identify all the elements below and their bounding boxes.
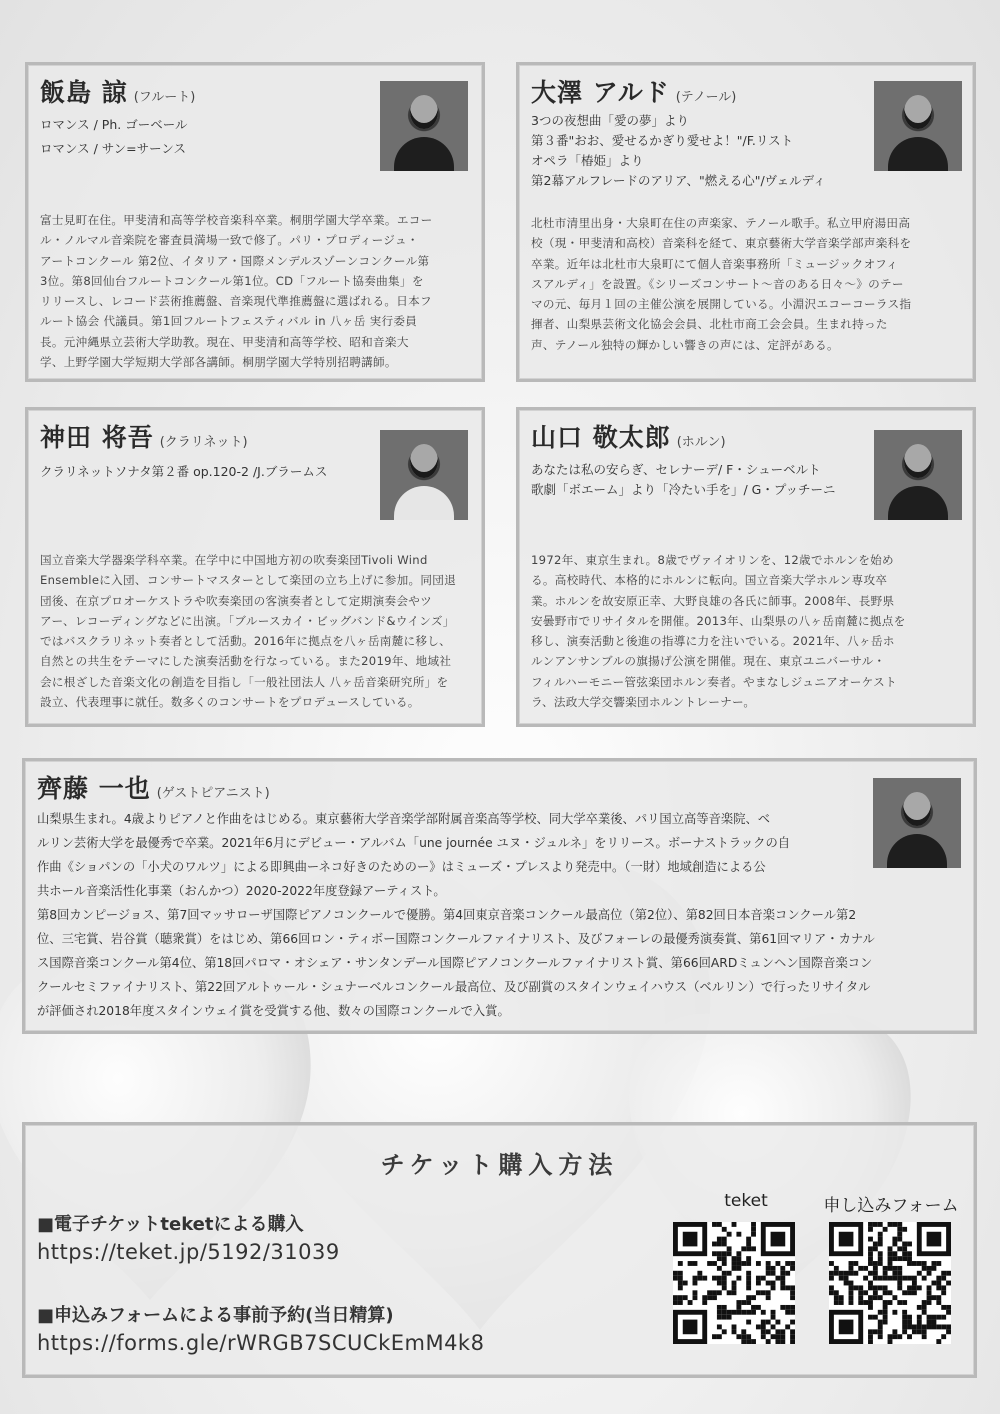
program-line: オペラ「椿姫」より (531, 153, 644, 168)
qr-label-form: 申し込みフォーム (823, 1196, 959, 1216)
program-line: クラリネットソナタ第２番 op.120-2 /J.ブラームス (40, 464, 328, 479)
program-line: 第３番"おお、愛せるかぎり愛せよ！"/F.リスト (531, 133, 794, 148)
performer-photo (874, 81, 962, 171)
guest-card (22, 758, 977, 1034)
performer-name: 飯島 諒 (40, 78, 128, 107)
ticket-card (22, 1122, 977, 1378)
performer-instrument: (フルート) (133, 90, 196, 105)
performer-card-flute (25, 62, 485, 382)
performer-instrument: (テノール) (675, 90, 737, 105)
program-line: あなたは私の安らぎ、セレナーデ/ F・シューベルト (531, 462, 821, 477)
qr-code-form-icon[interactable] (829, 1222, 951, 1344)
guest-name: 齊藤 一也 (37, 774, 151, 803)
performer-photo (380, 81, 468, 171)
guest-photo (873, 778, 961, 868)
performer-instrument: (ホルン) (676, 435, 726, 450)
performer-card-horn (516, 407, 976, 727)
performer-name: 大澤 アルド (531, 78, 670, 107)
program-line: 歌劇「ボエーム」より「冷たい手を」/ G・プッチーニ (531, 482, 836, 497)
program-line: ロマンス / Ph. ゴーベール (40, 117, 188, 132)
performer-name: 神田 将吾 (40, 423, 154, 452)
performer-bio: 北杜市清里出身・大泉町在住の声楽家、テノール歌手。私立甲府湯田高 校（現・甲斐清和高校）音楽科を経て、東京藝術大学音楽学部声楽科を 卒業。近年は北杜市大泉町にて個人音楽事務所「ミュージックオフィ スアルディ」を設置。《シリーズコンサート～音のある日々～》のテー マの元、毎月１回の主催公演を展開している。小淵沢エコーコーラス指 揮者、山梨県芸術文化協会会員、北杜市商工会会員。生まれ持った 声、テノール独特の輝かしい響きの声には、定評がある。 (531, 216, 912, 352)
guest-instrument: (ゲストピアニスト) (156, 786, 270, 801)
form-url-link[interactable]: https://forms.gle/rWRGB7SCUCkEmM4k8 (37, 1331, 485, 1355)
performer-heading (40, 418, 248, 454)
performer-photo (380, 430, 468, 520)
program-line: 3つの夜想曲「愛の夢」より (531, 113, 689, 128)
performer-bio: 国立音楽大学器楽学科卒業。在学中に中国地方初の吹奏楽団Tivoli Wind Ensembleに入団、コンサートマスターとして楽団の立ち上げに参加。同団退 団後、在京プロオーケストラや吹奏楽団の客演奏者として定期演奏会やツ アー、レコーディングなどに出演。「ブルースカイ・ビッグバンド&ウインズ」 ではバスクラリネット奏者として活動。2016年に拠点を八ヶ岳南麓に移し、 自然との共生をテーマにした演奏活動を行なっている。また2019年、地域社 会に根ざした音楽文化の創造を目指し「一般社団法人 八ヶ岳音楽研究所」を 設立、代表理事に就任。数多くのコンサートをプロデュースしている。 (40, 553, 457, 710)
program-line: 第2幕アルフレードのアリア、"燃える心"/ヴェルディ (531, 173, 826, 188)
performer-instrument: (クラリネット) (159, 435, 248, 450)
performer-heading (531, 73, 736, 109)
program-line: ロマンス / サン=サーンス (40, 141, 187, 156)
performer-heading (40, 73, 195, 109)
performer-heading (531, 418, 726, 454)
qr-code-teket-icon[interactable] (673, 1222, 795, 1344)
ticket-title: チケット購入方法 (380, 1151, 619, 1179)
performer-card-tenor (516, 62, 976, 382)
teket-heading: ■電子チケットteketによる購入 (37, 1214, 304, 1235)
form-heading: ■申込みフォームによる事前予約(当日精算) (37, 1305, 394, 1326)
teket-url-link[interactable]: https://teket.jp/5192/31039 (37, 1240, 340, 1264)
performer-name: 山口 敬太郎 (531, 423, 671, 452)
performer-photo (874, 430, 962, 520)
guest-bio: 山梨県生まれ。4歳よりピアノと作曲をはじめる。東京藝術大学音楽学部附属音楽高等学校、同大学卒業後、パリ国立高等音楽院、ベ ルリン芸術大学を最優秀で卒業。2021年6月にデビュー・アルバム「une journée ユヌ・ジュルネ」をリリース。ボーナストラックの自 作曲《ショパンの「小犬のワルツ」による即興曲ーネコ好きのためのー》はミューズ・プレスより発売中。（一財）地域創造による公 共ホール音楽活性化事業（おんかつ）2020-2022年度登録アーティスト。 第8回カンピージョス、第7回マッサローザ国際ピアノコンクールで優勝。第4回東京音楽コンクール最高位（第2位）、第82回日本音楽コンクール第2 位、三宅賞、岩谷賞（聴衆賞）をはじめ、第66回ロン・ティボー国際コンクールファイナリスト、及びフォーレの最優秀演奏賞、第61回マリア・カナル ス国際音楽コンクール第4位、第18回パロマ・オシェア・サンタンデール国際ピアノコンクールファイナリスト賞、第66回ARDミュンヘン国際音楽コン クールセミファイナリスト、第22回アルトゥール・シュナーベルコンクール最高位、及び副賞のスタインウェイハウス（ベルリン）で行ったリサイタル が評価され2018年度スタインウェイ賞を受賞する他、数々の国際コンクールで入賞。 (37, 812, 875, 1018)
performer-bio: 1972年、東京生まれ。8歳でヴァイオリンを、12歳でホルンを始め る。高校時代、本格的にホルンに転向。国立音楽大学ホルン専攻卒 業。ホルンを故安原正幸、大野良雄の各氏に師事。2008年、長野県 安曇野市でリサイタルを開催。2013年、山梨県の八ヶ岳南麓に拠点を 移し、演奏活動と後進の指導に力を注いでいる。2021年、八ヶ岳ホ ルンアンサンブルの旗揚げ公演を開催。現在、東京ユニバーサル・ フィルハーモニー管弦楽団ホルン奏者。やまなしジュニアオーケスト ラ、法政大学交響楽団ホルントレーナー。 (531, 553, 906, 710)
qr-label-teket: teket (724, 1191, 768, 1211)
performer-card-clarinet (25, 407, 485, 727)
performer-bio: 富士見町在住。甲斐清和高等学校音楽科卒業。桐朋学園大学卒業。エコー ル・ノルマル音楽院を審査員満場一致で修了。パリ・プロディージュ・ アートコンクール 第2位、イタリア・国際メンデルスゾーンコンクール第 3位。第8回仙台フルートコンクール第1位。CD「フルート協奏曲集」を リリースし、レコード芸術推薦盤、音楽現代準推薦盤に選ばれる。日本フ ルート協会 代議員。第1回フルートフェスティバル in 八ヶ岳 実行委員 長。元沖縄県立芸術大学助教。現在、甲斐清和高等学校、昭和音楽大 学、上野学園大学短期大学部各講師。桐朋学園大学特別招聘講師。 (40, 213, 433, 370)
guest-heading (37, 769, 270, 805)
